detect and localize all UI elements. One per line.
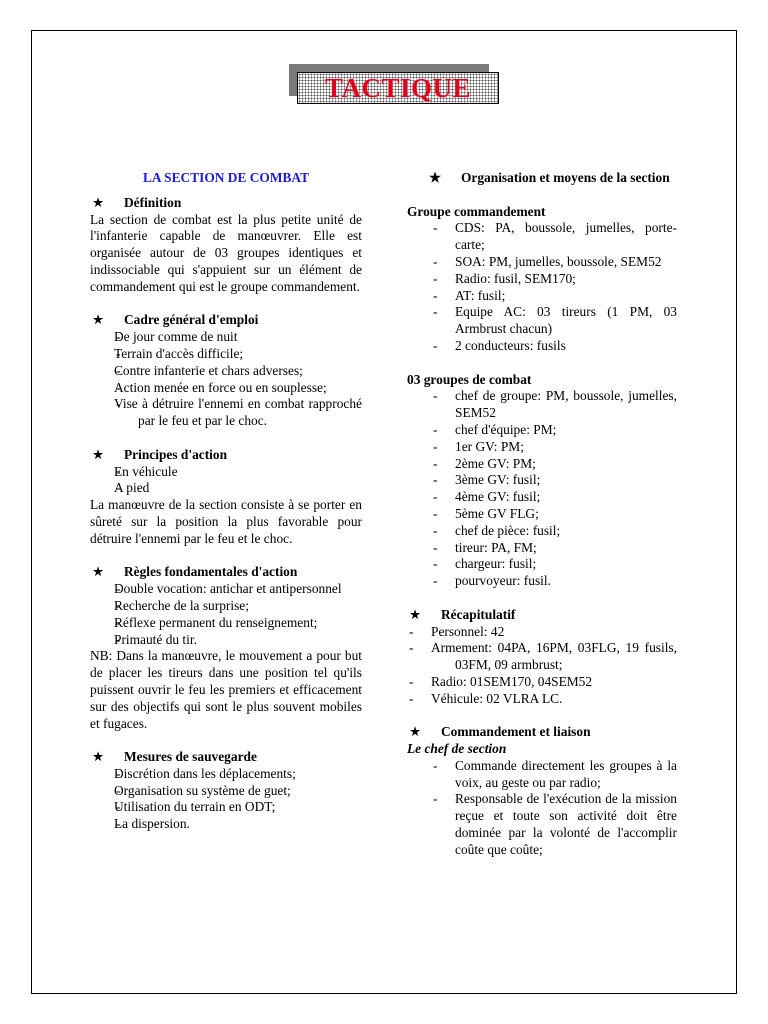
list-item: - Véhicule: 02 VLRA LC. <box>407 691 677 708</box>
heading-commandement: ★ Commandement et liaison <box>408 724 591 740</box>
commandement-list <box>407 758 677 859</box>
heading-principes: ★ Principes d'action <box>91 446 228 462</box>
section-title: LA SECTION DE COMBAT <box>142 170 310 185</box>
list-item: - Radio: fusil, SEM170; <box>407 271 677 288</box>
cadre-list <box>90 329 362 430</box>
star-icon: ★ <box>91 312 104 328</box>
page-title: TACTIQUE <box>324 72 472 103</box>
star-icon: ★ <box>91 749 104 765</box>
list-item: - SOA: PM, jumelles, boussole, SEM52 <box>407 254 677 271</box>
star-icon: ★ <box>408 606 421 622</box>
regles-note: NB: Dans la manœuvre, le mouvement a pour but de placer les tireurs dans une position tel qu'ils puissent ouvrir le feu les premiers et efficacement sur des objectifs qui sont le plus souvent mobiles et fugaces. <box>90 648 362 731</box>
list-item: - Vise à détruire l'ennemi en combat rapproché par le feu et par le choc. <box>90 396 362 430</box>
list-item: - Organisation su système de guet; <box>90 783 362 800</box>
title-box <box>297 72 499 104</box>
title-banner <box>289 64 501 106</box>
list-item: - 1er GV: PM; <box>407 439 677 456</box>
list-item: - Action menée en force ou en souplesse; <box>90 380 362 397</box>
principes-text: La manœuvre de la section consiste à se porter en sûreté sur la position la plus favorable pour détruire l'ennemi par le feu et le choc. <box>90 497 362 546</box>
list-item: - En véhicule <box>90 464 362 481</box>
star-icon: ★ <box>408 724 421 740</box>
list-item: - tireur: PA, FM; <box>407 540 677 557</box>
recap-list <box>407 624 677 708</box>
list-item: - 2ème GV: PM; <box>407 456 677 473</box>
heading-groupes-combat: 03 groupes de combat <box>407 371 532 387</box>
heading-regles: ★ Règles fondamentales d'action <box>91 564 298 580</box>
list-item: - Equipe AC: 03 tireurs (1 PM, 03 Armbrust chacun) <box>407 304 677 338</box>
heading-organisation: ★ Organisation et moyens de la section <box>429 170 670 185</box>
right-column <box>407 170 677 859</box>
mesures-list <box>90 766 362 833</box>
heading-recap: ★ Récapitulatif <box>408 606 516 622</box>
sub-heading-chef: Le chef de section <box>407 741 507 757</box>
list-item: - CDS: PA, boussole, jumelles, porte-carte; <box>407 220 677 254</box>
list-item: - Armement: 04PA, 16PM, 03FLG, 19 fusils, 03FM, 09 armbrust; <box>407 640 677 674</box>
list-item: - chef de pièce: fusil; <box>407 523 677 540</box>
star-icon: ★ <box>91 446 104 462</box>
regles-list <box>90 581 362 648</box>
star-icon: ★ <box>429 170 442 185</box>
list-item: - Utilisation du terrain en ODT; <box>90 799 362 816</box>
list-item: - Personnel: 42 <box>407 624 677 641</box>
list-item: - Discrétion dans les déplacements; <box>90 766 362 783</box>
heading-groupe-commandement: Groupe commandement <box>407 203 546 219</box>
list-item: - Responsable de l'exécution de la mission reçue et toute son activité doit être dominée par la volonté de l'accomplir coûte que coûte; <box>407 791 677 858</box>
list-item: - Contre infanterie et chars adverses; <box>90 363 362 380</box>
list-item: - Réflexe permanent du renseignement; <box>90 615 362 632</box>
groupe-commandement-list <box>407 220 677 354</box>
list-item: - 3ème GV: fusil; <box>407 472 677 489</box>
principes-list <box>90 464 362 498</box>
list-item: - chef d'équipe: PM; <box>407 422 677 439</box>
list-item: - 5ème GV FLG; <box>407 506 677 523</box>
list-item: - Primauté du tir. <box>90 632 362 649</box>
list-item: - AT: fusil; <box>407 288 677 305</box>
list-item: - Commande directement les groupes à la voix, au geste ou par radio; <box>407 758 677 792</box>
definition-text: La section de combat est la plus petite unité de l'infanterie capable de manœuvrer. Elle est organisée autour de 03 groupes identiques et indissociable qui s'appuient sur un élément de commandement qui est le groupe commandement. <box>90 211 362 294</box>
list-item: - Recherche de la surprise; <box>90 598 362 615</box>
heading-mesures: ★ Mesures de sauvegarde <box>91 749 257 765</box>
groupes-combat-list <box>407 388 677 590</box>
list-item: - De jour comme de nuit <box>90 329 362 346</box>
list-item: - chef de groupe: PM, boussole, jumelles, SEM52 <box>407 388 677 422</box>
heading-definition: ★ Définition <box>91 194 182 210</box>
list-item: - pourvoyeur: fusil. <box>407 573 677 590</box>
star-icon: ★ <box>91 194 104 210</box>
list-item: - A pied <box>90 480 362 497</box>
list-item: - La dispersion. <box>90 816 362 833</box>
left-column <box>90 170 362 833</box>
list-item: - 4ème GV: fusil; <box>407 489 677 506</box>
list-item: - Terrain d'accès difficile; <box>90 346 362 363</box>
list-item: - Radio: 01SEM170, 04SEM52 <box>407 674 677 691</box>
list-item: - 2 conducteurs: fusils <box>407 338 677 355</box>
list-item: - chargeur: fusil; <box>407 556 677 573</box>
list-item: - Double vocation: antichar et antipersonnel <box>90 581 362 598</box>
star-icon: ★ <box>91 564 104 580</box>
heading-cadre: ★ Cadre général d'emploi <box>91 312 259 328</box>
